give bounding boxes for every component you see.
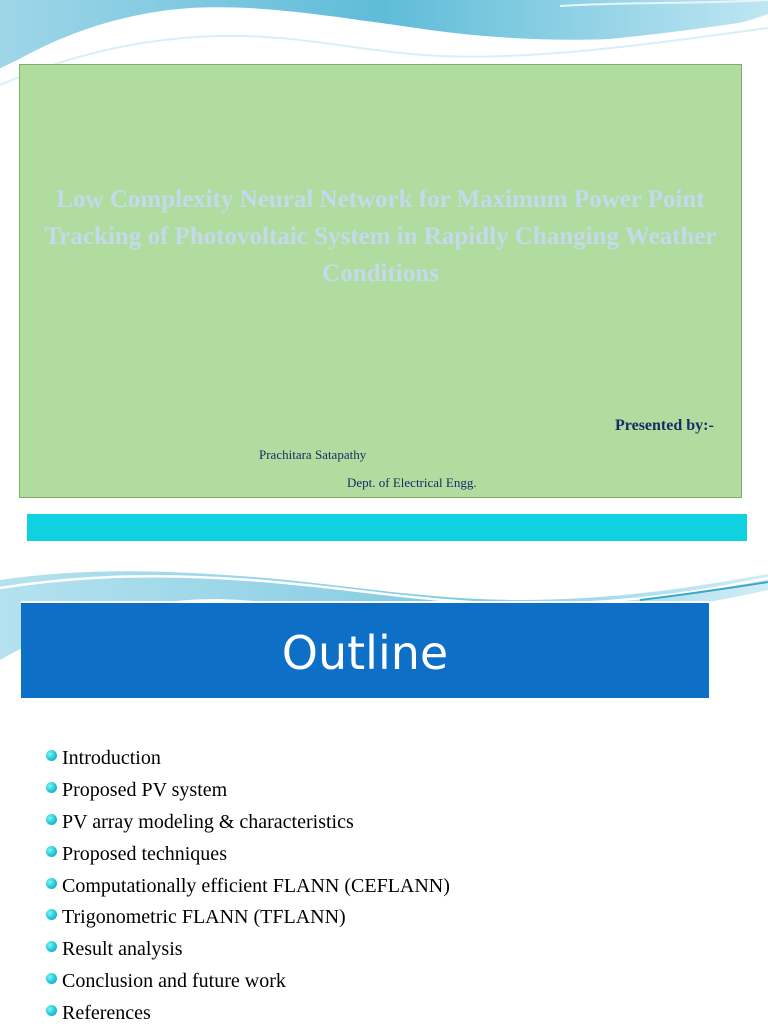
- presenter-department: Dept. of Electrical Engg.: [347, 475, 477, 490]
- list-item: [46, 966, 450, 998]
- list-item-text: PV array modeling & characteristics: [62, 810, 354, 833]
- list-item: [46, 997, 450, 1024]
- outline-slide: [0, 560, 768, 1024]
- list-item-text: References: [62, 1001, 151, 1024]
- list-item: [46, 870, 450, 902]
- bullet-icon: [46, 782, 57, 793]
- list-item: [46, 902, 450, 934]
- bullet-icon: [46, 973, 57, 984]
- list-item-text: Introduction: [62, 747, 161, 770]
- list-item-text: Proposed PV system: [62, 779, 228, 802]
- bullet-icon: [46, 1005, 57, 1016]
- outline-list: [46, 743, 450, 1024]
- list-item-text: Trigonometric FLANN (TFLANN): [62, 906, 346, 929]
- bullet-icon: [46, 846, 57, 857]
- outline-title: Outline: [281, 626, 449, 680]
- presenter-name: Prachitara Satapathy: [259, 447, 367, 462]
- list-item: [46, 807, 450, 839]
- presented-by-label: Presented by:-: [615, 417, 714, 434]
- list-item-text: Computationally efficient FLANN (CEFLANN): [62, 874, 450, 897]
- outline-header: [21, 601, 709, 698]
- accent-bar: [27, 514, 747, 541]
- list-item-text: Conclusion and future work: [62, 969, 286, 992]
- list-item-text: Proposed techniques: [62, 842, 227, 865]
- bullet-icon: [46, 814, 57, 825]
- bullet-icon: [46, 750, 57, 761]
- title-box: [19, 64, 742, 498]
- list-item: [46, 743, 450, 775]
- list-item-text: Result analysis: [62, 938, 183, 961]
- list-item: [46, 934, 450, 966]
- bullet-icon: [46, 941, 57, 952]
- presentation-title: Low Complexity Neural Network for Maximum Power Point Tracking of Photovoltaic System in Rapidly Changing Weather Conditions: [44, 186, 717, 287]
- bullet-icon: [46, 909, 57, 920]
- list-item: [46, 838, 450, 870]
- bullet-icon: [46, 878, 57, 889]
- list-item: [46, 775, 450, 807]
